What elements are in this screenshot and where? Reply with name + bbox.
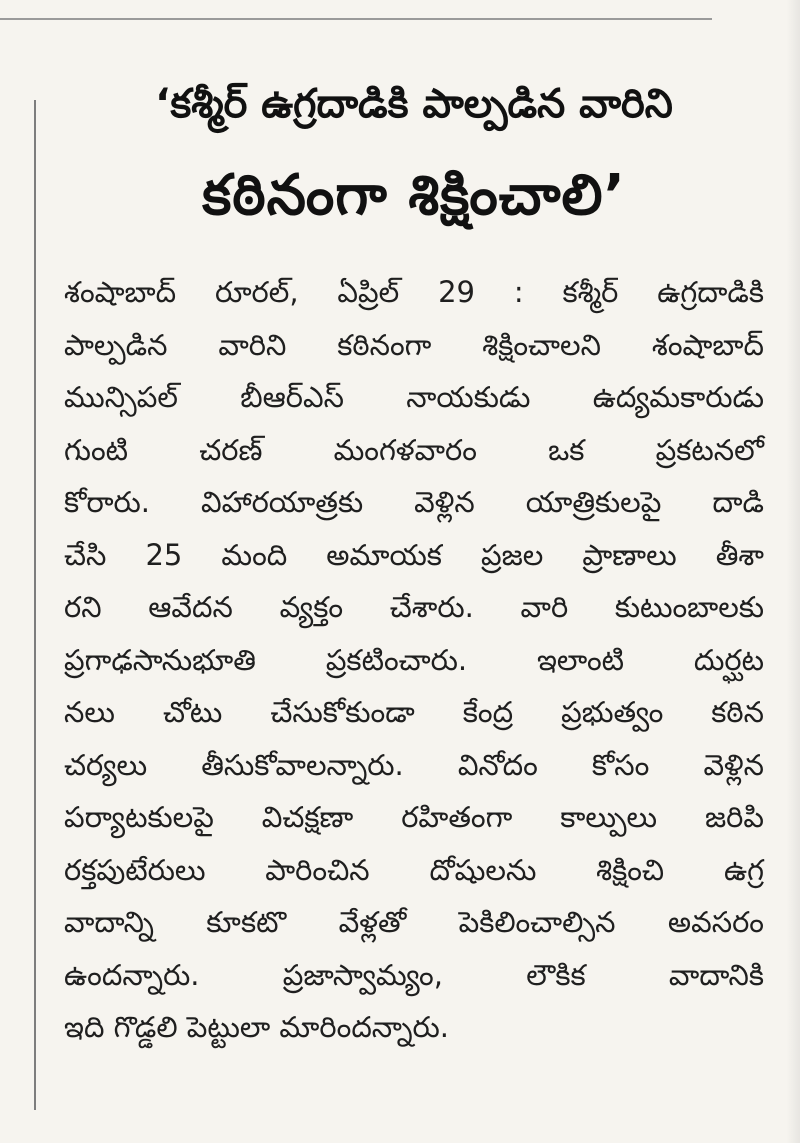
body-line: మున్సిపల్ బీఆర్ఎస్ నాయకుడు ఉద్యమకారుడు — [64, 380, 764, 414]
body-line: ఉందన్నారు. ప్రజాస్వామ్యం, లౌకిక వాదానికి — [64, 957, 764, 992]
body-line: కోరారు. విహారయాత్రకు వెళ్లిన యాత్రికులపై దాడి — [64, 485, 764, 519]
body-line: పర్యాటకులపై విచక్షణా రహితంగా కాల్పులు జరిపి — [64, 800, 764, 834]
body-line: రక్తపుటేరులు పారించిన దోషులను శిక్షించి ఉగ్ర — [64, 852, 764, 887]
body-line: ఇది గొడ్డలి పెట్టులా మారిందన్నారు. — [64, 1010, 449, 1044]
body-line: చర్యలు తీసుకోవాలన్నారు. వినోదం కోసం వెళ్లిన — [64, 747, 764, 782]
headline-line-2: కఠినంగా శిక్షించాలి’ — [202, 163, 626, 228]
body-line: వాదాన్ని కూకటొ వేళ్లతో పెకిలించాల్సిన అవసరం — [64, 905, 764, 939]
body-line: నలు చోటు చేసుకోకుండా కేంద్ర ప్రభుత్వం కఠిన — [64, 695, 764, 729]
news-article — [64, 62, 764, 1054]
body-line: రని ఆవేదన వ్యక్తం చేశారు. వారి కుటుంబాలకు — [64, 590, 764, 624]
body-line: పాల్పడిన వారిని కఠినంగా శిక్షించాలని శంషాబాద్ — [64, 327, 764, 362]
body-line: చేసి 25 మంది అమాయక ప్రజల ప్రాణాలు తీశా — [64, 537, 764, 572]
headline-line-1: ‘కశ్మీర్ ఉగ్రదాడికి పాల్పడిన వారిని — [155, 81, 673, 127]
page-edge-shadow — [786, 0, 800, 1143]
body-line: గుంటి చరణ్ మంగళవారం ఒక ప్రకటనలో — [64, 432, 764, 467]
body-line: శంషాబాద్ రూరల్, ఏప్రిల్ 29 : కశ్మీర్ ఉగ్రదాడికి — [64, 275, 764, 309]
article-body — [64, 266, 764, 1054]
article-headline — [64, 62, 764, 246]
body-line: ప్రగాఢసానుభూతి ప్రకటించారు. ఇలాంటి దుర్ఘట — [64, 642, 764, 677]
top-divider-rule — [0, 18, 712, 20]
left-column-rule — [34, 100, 36, 1110]
